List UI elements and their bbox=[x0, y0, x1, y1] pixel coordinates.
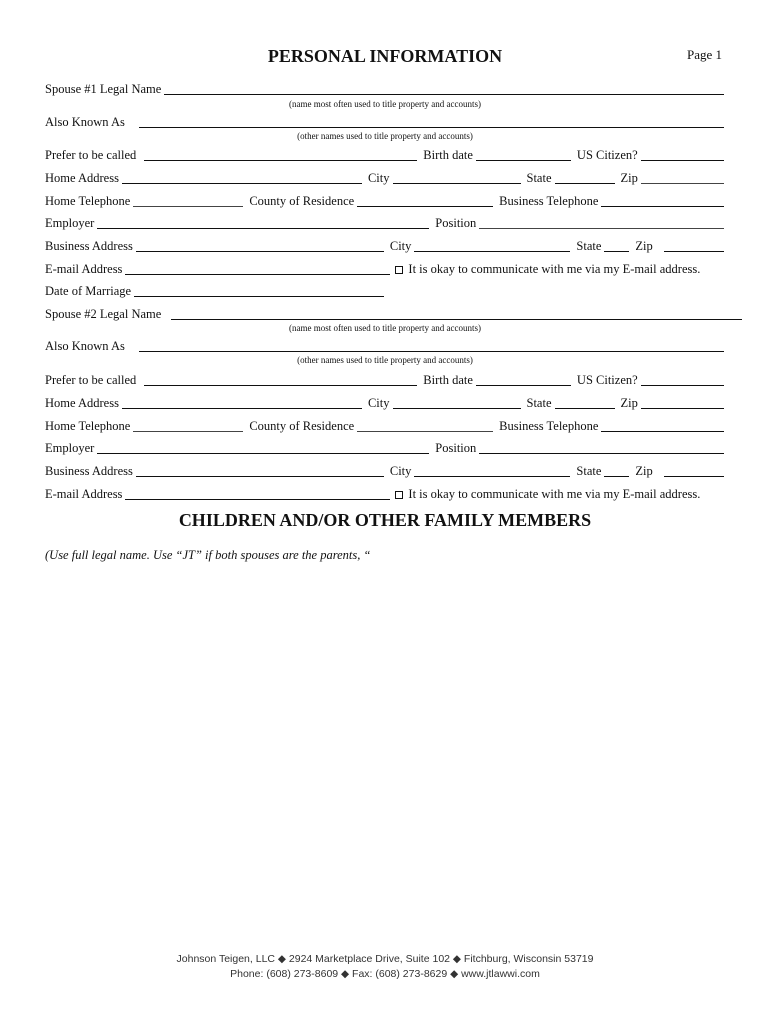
spouse1-aka-hint: (other names used to title property and accounts) bbox=[297, 131, 473, 141]
spouse2-email-field[interactable] bbox=[125, 487, 390, 500]
spouse1-citizen-field[interactable] bbox=[641, 148, 724, 161]
spouse2-prefer-field[interactable] bbox=[144, 373, 417, 386]
spouse2-city-label: City bbox=[367, 396, 390, 410]
spouse1-home-address-label: Home Address bbox=[45, 171, 119, 185]
spouse2-email-checkbox[interactable] bbox=[395, 491, 403, 499]
spouse2-aka-hint: (other names used to title property and accounts) bbox=[297, 355, 473, 365]
spouse2-home-tel-field[interactable] bbox=[133, 419, 243, 432]
spouse2-business-tel-label: Business Telephone bbox=[499, 419, 599, 433]
spouse2-legal-name-label: Spouse #2 Legal Name bbox=[45, 307, 162, 321]
children-instructions: (Use full legal name. Use “JT” if both spouses are the parents, “ bbox=[45, 548, 371, 562]
spouse2-business-state-field[interactable] bbox=[604, 464, 629, 477]
spouse2-business-tel-field[interactable] bbox=[601, 419, 724, 432]
marriage-date-label: Date of Marriage bbox=[45, 284, 132, 298]
spouse1-aka-row bbox=[45, 115, 724, 130]
spouse1-position-field[interactable] bbox=[479, 216, 724, 229]
spouse2-employer-label: Employer bbox=[45, 441, 95, 455]
spouse2-business-state-label: State bbox=[576, 464, 602, 478]
spouse1-legal-name-label: Spouse #1 Legal Name bbox=[45, 82, 162, 96]
spouse1-home-address-field[interactable] bbox=[122, 171, 362, 184]
spouse2-county-field[interactable] bbox=[357, 419, 493, 432]
spouse2-employer-field[interactable] bbox=[97, 441, 429, 454]
spouse1-business-address-field[interactable] bbox=[136, 239, 384, 252]
spouse1-business-address-label: Business Address bbox=[45, 239, 133, 253]
spouse1-legal-name-row bbox=[45, 82, 724, 97]
spouse2-home-address-field[interactable] bbox=[122, 396, 362, 409]
spouse2-business-city-field[interactable] bbox=[414, 464, 570, 477]
spouse2-aka-row bbox=[45, 339, 724, 354]
spouse1-business-zip-label: Zip bbox=[635, 239, 653, 253]
spouse1-home-tel-label: Home Telephone bbox=[45, 194, 131, 208]
spouse2-position-label: Position bbox=[435, 441, 477, 455]
spouse2-email-row bbox=[45, 487, 724, 502]
spouse1-employer-row bbox=[45, 216, 724, 231]
spouse2-legal-name-hint: (name most often used to title property and accounts) bbox=[289, 323, 481, 333]
spouse1-position-label: Position bbox=[435, 216, 477, 230]
spouse1-county-field[interactable] bbox=[357, 194, 493, 207]
spouse1-business-city-field[interactable] bbox=[414, 239, 570, 252]
spouse2-city-field[interactable] bbox=[393, 396, 521, 409]
spouse1-business-state-label: State bbox=[576, 239, 602, 253]
page-number: Page 1 bbox=[686, 47, 722, 62]
page-title: PERSONAL INFORMATION bbox=[267, 46, 503, 66]
spouse2-home-address-row bbox=[45, 396, 724, 411]
spouse2-employer-row bbox=[45, 441, 724, 456]
spouse2-prefer-row bbox=[45, 373, 724, 388]
spouse1-employer-field[interactable] bbox=[97, 216, 429, 229]
spouse1-business-address-row bbox=[45, 239, 724, 254]
spouse2-home-address-label: Home Address bbox=[45, 396, 119, 410]
spouse2-legal-name-row bbox=[45, 307, 742, 322]
spouse2-citizen-label: US Citizen? bbox=[576, 373, 638, 387]
spouse1-aka-field[interactable] bbox=[139, 115, 724, 128]
spouse1-telephone-row bbox=[45, 194, 724, 209]
spouse1-business-zip-field[interactable] bbox=[664, 239, 724, 252]
spouse1-prefer-label: Prefer to be called bbox=[45, 148, 137, 162]
spouse1-business-tel-label: Business Telephone bbox=[499, 194, 599, 208]
spouse1-email-consent-label: It is okay to communicate with me via my E-mail address. bbox=[408, 262, 701, 276]
spouse2-business-zip-label: Zip bbox=[635, 464, 653, 478]
spouse1-prefer-field[interactable] bbox=[144, 148, 417, 161]
spouse2-zip-field[interactable] bbox=[641, 396, 724, 409]
spouse1-zip-field[interactable] bbox=[641, 171, 724, 184]
spouse2-legal-name-field[interactable] bbox=[171, 307, 742, 320]
spouse1-email-field[interactable] bbox=[125, 262, 390, 275]
spouse1-marriage-row bbox=[45, 284, 724, 299]
spouse2-aka-label: Also Known As bbox=[45, 339, 125, 353]
spouse1-home-tel-field[interactable] bbox=[133, 194, 243, 207]
children-section-title: CHILDREN AND/OR OTHER FAMILY MEMBERS bbox=[178, 510, 592, 530]
spouse1-email-label: E-mail Address bbox=[45, 262, 123, 276]
spouse1-business-tel-field[interactable] bbox=[601, 194, 724, 207]
spouse1-citizen-label: US Citizen? bbox=[576, 148, 638, 162]
spouse1-legal-name-hint: (name most often used to title property and accounts) bbox=[289, 99, 481, 109]
spouse1-city-label: City bbox=[367, 171, 390, 185]
spouse2-state-field[interactable] bbox=[555, 396, 615, 409]
spouse1-state-field[interactable] bbox=[555, 171, 615, 184]
spouse2-citizen-field[interactable] bbox=[641, 373, 724, 386]
spouse1-legal-name-field[interactable] bbox=[164, 82, 724, 95]
spouse2-birth-field[interactable] bbox=[476, 373, 571, 386]
spouse2-home-tel-label: Home Telephone bbox=[45, 419, 131, 433]
spouse1-state-label: State bbox=[526, 171, 552, 185]
spouse1-birth-label: Birth date bbox=[423, 148, 473, 162]
spouse2-zip-label: Zip bbox=[620, 396, 638, 410]
spouse1-business-city-label: City bbox=[389, 239, 412, 253]
spouse2-telephone-row bbox=[45, 419, 724, 434]
spouse2-position-field[interactable] bbox=[479, 441, 724, 454]
marriage-date-field[interactable] bbox=[134, 284, 384, 297]
spouse2-state-label: State bbox=[526, 396, 552, 410]
spouse2-business-zip-field[interactable] bbox=[664, 464, 724, 477]
spouse2-business-city-label: City bbox=[389, 464, 412, 478]
spouse1-prefer-row bbox=[45, 148, 724, 163]
spouse2-county-label: County of Residence bbox=[249, 419, 355, 433]
spouse1-aka-label: Also Known As bbox=[45, 115, 125, 129]
spouse1-email-row bbox=[45, 262, 724, 277]
spouse1-city-field[interactable] bbox=[393, 171, 521, 184]
spouse2-birth-label: Birth date bbox=[423, 373, 473, 387]
firm-footer bbox=[0, 952, 770, 982]
spouse1-email-checkbox[interactable] bbox=[395, 266, 403, 274]
footer-address: Johnson Teigen, LLC ◆ 2924 Marketplace Drive, Suite 102 ◆ Fitchburg, Wisconsin 53719 bbox=[176, 953, 594, 965]
spouse2-business-address-row bbox=[45, 464, 724, 479]
footer-contact: Phone: (608) 273-8609 ◆ Fax: (608) 273-8629 ◆ www.jtlawwi.com bbox=[230, 968, 540, 980]
spouse1-county-label: County of Residence bbox=[249, 194, 355, 208]
spouse1-employer-label: Employer bbox=[45, 216, 95, 230]
spouse2-prefer-label: Prefer to be called bbox=[45, 373, 137, 387]
spouse1-zip-label: Zip bbox=[620, 171, 638, 185]
spouse1-business-state-field[interactable] bbox=[604, 239, 629, 252]
spouse2-business-address-field[interactable] bbox=[136, 464, 384, 477]
spouse1-home-address-row bbox=[45, 171, 724, 186]
spouse2-business-address-label: Business Address bbox=[45, 464, 133, 478]
spouse2-email-label: E-mail Address bbox=[45, 487, 123, 501]
spouse2-email-consent-label: It is okay to communicate with me via my E-mail address. bbox=[408, 487, 701, 501]
spouse1-birth-field[interactable] bbox=[476, 148, 571, 161]
spouse2-aka-field[interactable] bbox=[139, 339, 724, 352]
